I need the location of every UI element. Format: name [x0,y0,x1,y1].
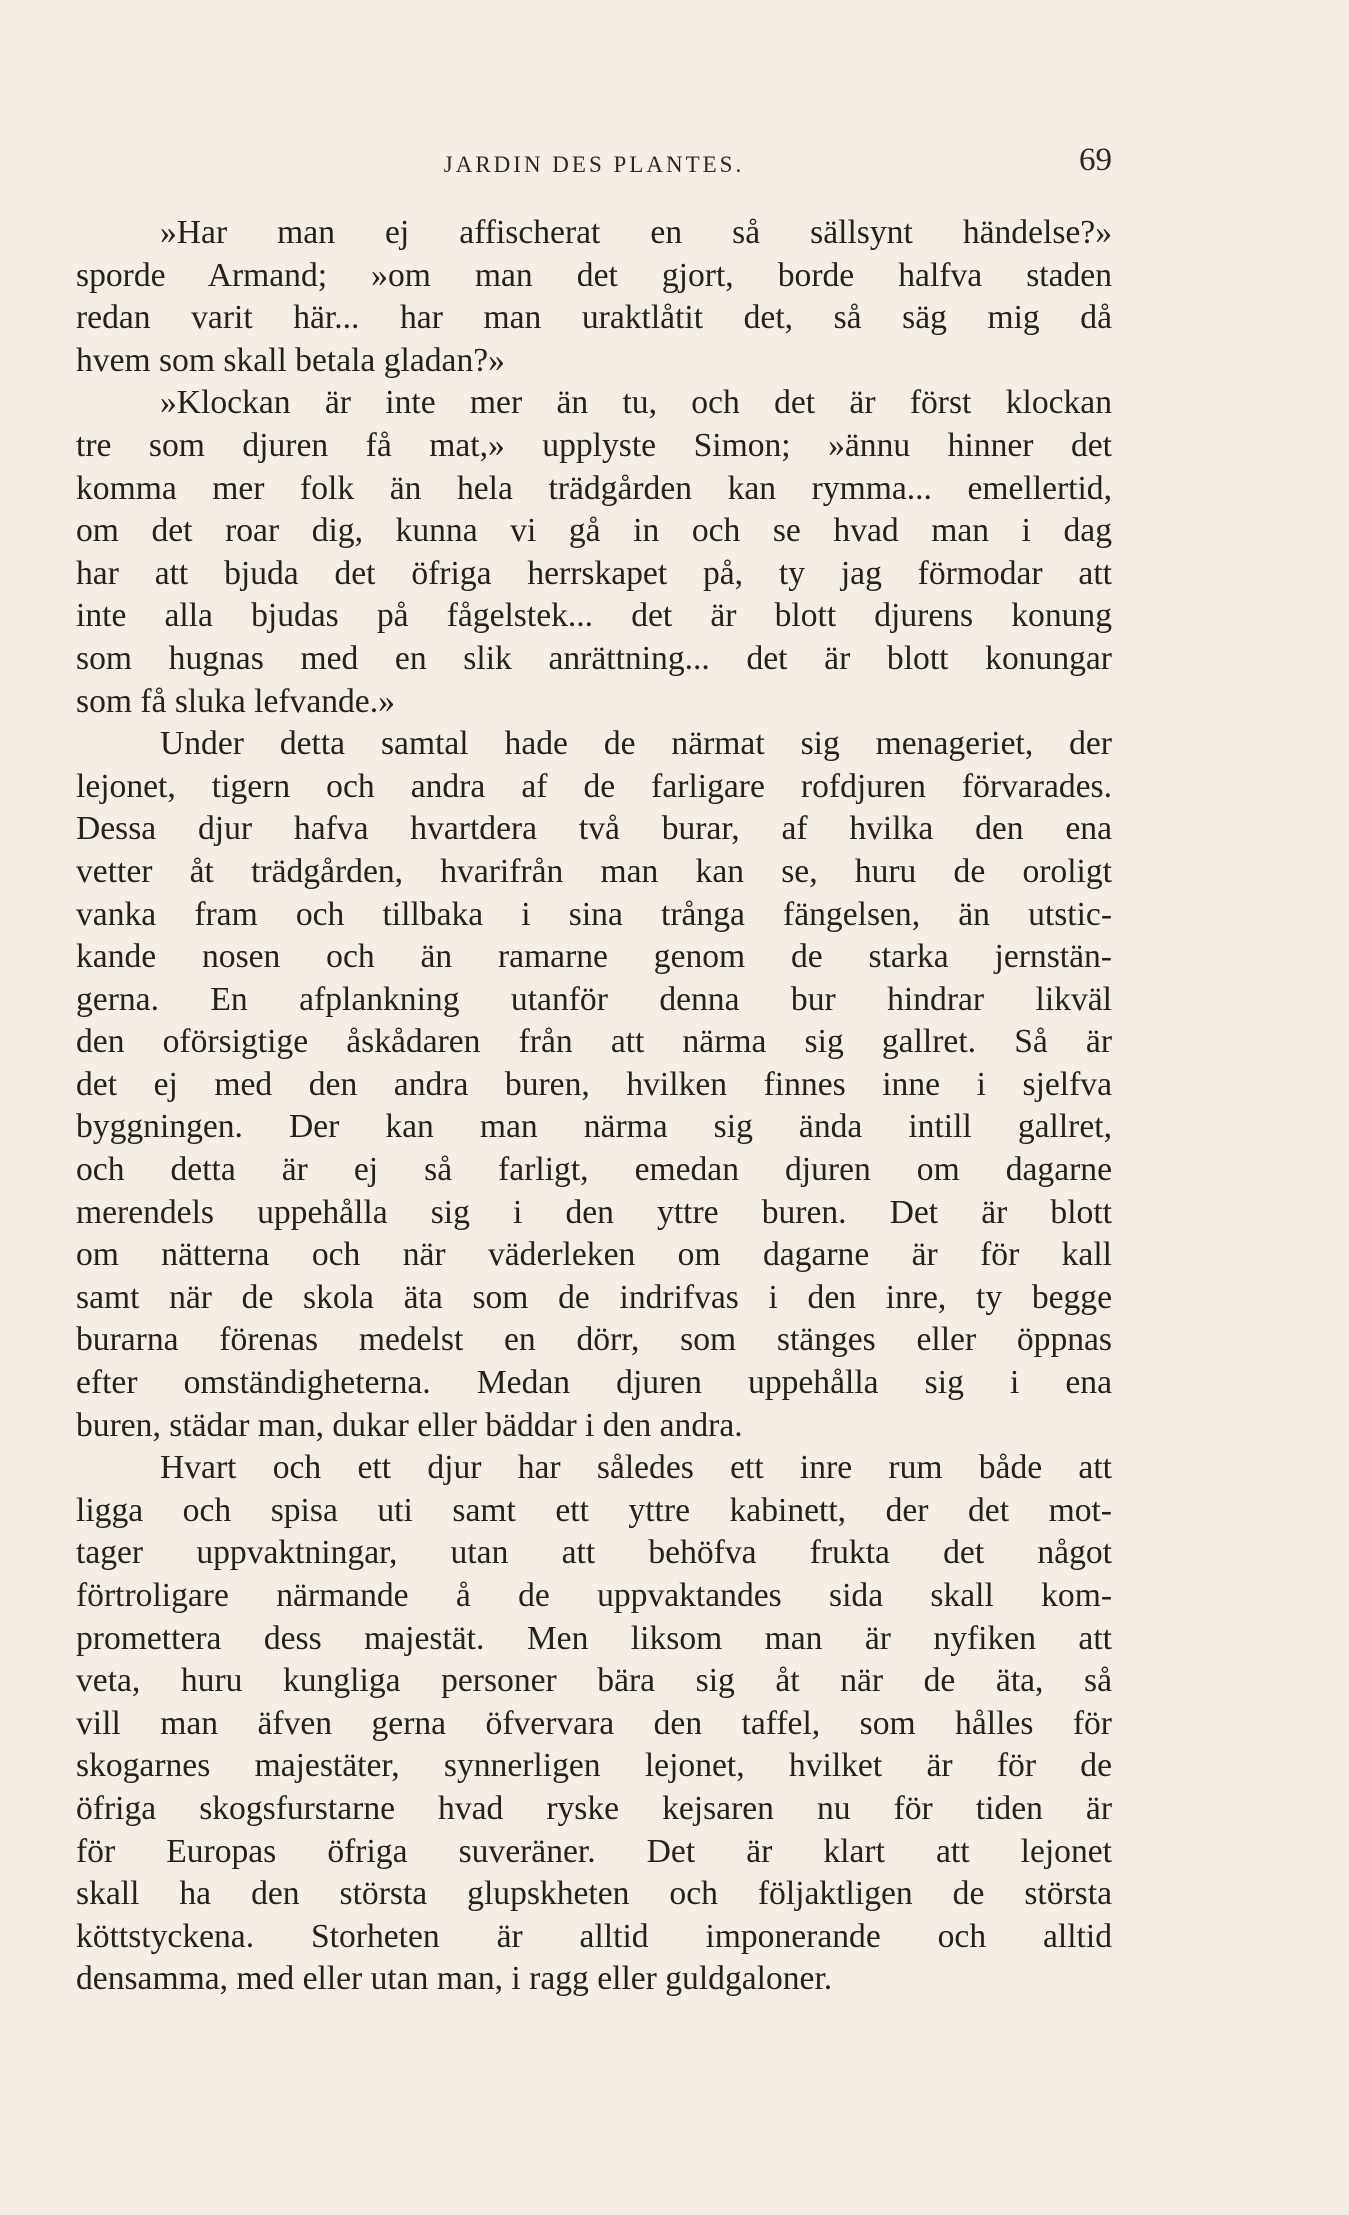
text-line: vanka fram och tillbaka i sina trånga fängelsen, än utstic- [76,895,1112,933]
body-text [76,212,1112,2001]
text-line: redan varit här... har man uraktlåtit det, så säg mig då [76,299,1112,337]
text-line: burarna förenas medelst en dörr, som stänges eller öppnas [76,1321,1112,1359]
text-line: samt när de skola äta som de indrifvas i den inre, ty begge [76,1278,1112,1316]
running-head: JARDIN DES PLANTES. [443,152,745,177]
text-line: merendels uppehålla sig i den yttre buren. Det är blott [76,1193,1112,1231]
text-line: lejonet, tigern och andra af de farligare rofdjuren förvarades. [76,767,1112,805]
text-line: Hvart och ett djur har således ett inre rum både att [160,1449,1112,1487]
text-line: komma mer folk än hela trädgården kan rymma... emellertid, [76,469,1112,507]
text-line: tre som djuren få mat,» upplyste Simon; »ännu hinner det [76,426,1112,464]
text-line: den oförsigtige åskådaren från att närma sig gallret. Så är [76,1023,1112,1061]
text-line: »Har man ej affischerat en så sällsynt händelse?» [160,214,1112,251]
text-line: vill man äfven gerna öfvervara den taffel, som hålles för [76,1704,1112,1742]
text-line: tager uppvaktningar, utan att behöfva frukta det något [76,1534,1112,1572]
text-line: förtroligare närmande å de uppvaktandes sida skall kom- [76,1577,1112,1614]
text-line: kande nosen och än ramarne genom de starka jernstän- [76,938,1112,976]
text-line: det ej med den andra buren, hvilken finnes inne i sjelfva [76,1065,1112,1103]
text-line: ligga och spisa uti samt ett yttre kabinett, der det mot- [76,1491,1112,1529]
text-line: som hugnas med en slik anrättning... det är blott konungar [76,639,1112,677]
text-line: promettera dess majestät. Men liksom man är nyfiken att [76,1619,1112,1657]
text-line: inte alla bjudas på fågelstek... det är blott djurens konung [76,597,1112,635]
text-line: köttstyckena. Storheten är alltid imponerande och alltid [76,1917,1112,1955]
text-line: öfriga skogsfurstarne hvad ryske kejsaren nu för tiden är [76,1789,1112,1827]
text-line: veta, huru kungliga personer bära sig åt när de äta, så [76,1662,1112,1700]
text-line: buren, städar man, dukar eller bäddar i den andra. [76,1406,743,1444]
text-line: densamma, med eller utan man, i ragg eller guldgaloner. [76,1960,833,1998]
text-line: Dessa djur hafva hvartdera två burar, af hvilka den ena [76,810,1112,848]
text-line: om det roar dig, kunna vi gå in och se hvad man i dag [76,512,1112,550]
text-line: har att bjuda det öfriga herrskapet på, ty jag förmodar att [76,554,1112,592]
text-line: byggningen. Der kan man närma sig ända intill gallret, [76,1108,1112,1146]
text-line: »Klockan är inte mer än tu, och det är först klockan [160,384,1112,422]
text-line: efter omständigheterna. Medan djuren uppehålla sig i ena [76,1364,1112,1402]
text-line: om nätterna och när väderleken om dagarne är för kall [76,1236,1112,1274]
page-header [76,138,1112,188]
text-line: vetter åt trädgården, hvarifrån man kan se, huru de oroligt [76,852,1112,890]
text-line: som få sluka lefvande.» [76,682,395,720]
text-line: och detta är ej så farligt, emedan djuren om dagarne [76,1151,1112,1189]
text-line: Under detta samtal hade de närmat sig menageriet, der [160,725,1112,763]
text-line: hvem som skall betala gladan?» [76,341,505,379]
text-line: skogarnes majestäter, synnerligen lejonet, hvilket är för de [76,1747,1112,1785]
text-line: för Europas öfriga suveräner. Det är klart att lejonet [76,1832,1112,1870]
text-line: skall ha den största glupskheten och följaktligen de största [76,1875,1112,1913]
text-line: sporde Armand; »om man det gjort, borde halfva staden [76,256,1112,294]
text-line: gerna. En afplankning utanför denna bur hindrar likväl [76,980,1112,1018]
page-number: 69 [1079,142,1112,178]
